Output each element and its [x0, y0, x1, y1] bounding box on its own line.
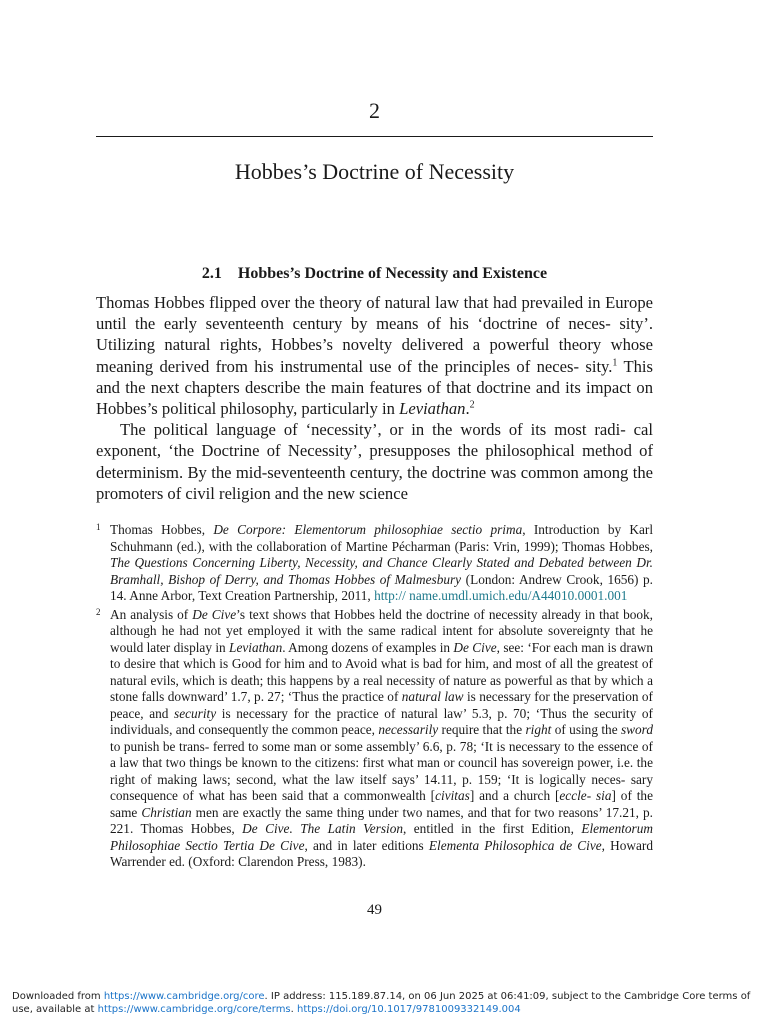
download-notice-text: Downloaded from — [12, 991, 104, 1002]
footnote-2-italic: De Cive — [453, 639, 497, 655]
footnote-1-italic: The Questions Concerning Liberty, Necessity, and Chance Clearly Stated and Debated between Dr. Bramhall, Bishop of Derry, and Thomas Hobbes of Malmesbury — [110, 555, 653, 587]
footnote-2-text: men are exactly the same thing under two names, and that for two reasons’ 17.21, p. 221. Thomas Hobbes, — [110, 804, 653, 836]
page-number: 49 — [367, 902, 382, 918]
chapter-title: Hobbes’s Doctrine of Necessity — [234, 159, 515, 184]
body-text — [96, 292, 653, 504]
section-title: Hobbes’s Doctrine of Necessity and Existence — [237, 265, 548, 282]
footnote-1-link[interactable]: http:// name.umdl.umich.edu/A44010.0001.001 — [374, 588, 628, 603]
footnote-2-italic: civitas — [435, 788, 470, 803]
footnote-2-italic: Leviathan — [229, 639, 283, 655]
download-notice-text: . IP address: 115.189.87.14, on 06 Jun 2025 at 06:41:09, subject to the Cambridge Core terms of use, available at — [12, 991, 751, 1015]
paragraph-1-italic: Leviathan — [399, 399, 466, 419]
chapter-number: 2 — [369, 98, 380, 123]
footnote-2-italic: necessarily — [378, 722, 439, 737]
footnote-1-text: (London: Andrew Crook, 1656) p. 14. Anne Arbor, Text Creation Partnership, 2011, — [110, 571, 653, 603]
doi-link[interactable]: https://doi.org/10.1017/9781009332149.004 — [297, 1004, 521, 1015]
footnote-2-text: require that the — [438, 722, 526, 737]
chapter-rule-divider — [96, 136, 653, 137]
footnote-2-text: is necessary for the practice of natural law’ 5.3, p. 70; ‘Thus the security of individuals, and consequently the common peace, — [110, 705, 653, 737]
footnote-2-italic: Christian — [141, 804, 192, 820]
paragraph-1-text-c: . — [465, 399, 470, 419]
footnote-2-italic: Elementorum Philosophiae Sectio Tertia De Cive — [110, 821, 653, 853]
footnote-2-mark: 2 — [96, 606, 101, 617]
footnote-1-italic: De Corpore: Elementorum philosophiae sectio prima — [213, 522, 523, 537]
footnote-2-text: , and in later editions — [304, 837, 429, 853]
paragraph-1-text-a: Thomas Hobbes flipped over the theory of natural law that had prevailed in Europe until the early seventeenth century by means of his ‘doctrine of neces- sity’. Utilizing natural rights, Hobbes’s novelty delivered a powerful theory whose meaning derived from his instrumental use of the principles of neces- sity. — [96, 293, 653, 376]
footnote-1 — [96, 522, 653, 605]
footnote-2-text: . Among dozens of examples in — [282, 639, 454, 655]
footnote-ref-2[interactable]: 2 — [469, 399, 475, 411]
footnote-2-italic: eccle- sia — [559, 788, 612, 803]
footnote-2-italic: security — [174, 705, 217, 721]
footnote-2-text: ] of the same — [110, 788, 653, 820]
footnote-2-text: is necessary for the preservation of peace, and — [110, 689, 653, 721]
footnote-1-mark: 1 — [96, 522, 101, 532]
footnote-1-text: Thomas Hobbes, — [110, 522, 214, 537]
footnotes — [96, 522, 653, 873]
footnote-2 — [96, 607, 653, 871]
footnote-2-italic: De Cive — [192, 606, 237, 622]
download-notice-text: . — [290, 1004, 298, 1015]
footnote-2-text: ’s text shows that Hobbes held the doctrine of necessity already in that book, although he had not yet employed it with the same radical intent for absolute sovereignty that he would later display in — [110, 606, 654, 655]
cambridge-terms-link[interactable]: https://www.cambridge.org/core/terms — [97, 1004, 291, 1015]
section-number: 2.1 — [201, 265, 222, 282]
footnote-ref-1[interactable]: 1 — [612, 357, 618, 369]
footnote-2-text: , entitled in the first Edition, — [403, 821, 582, 836]
paragraph-2: The political language of ‘necessity’, or in the words of its most radi- cal exponent, ‘the Doctrine of Necessity’, presupposes the philosophical method of determinism. By the mid-seventeenth century, the doctrine was common among the promoters of civil religion and the new science — [96, 420, 653, 503]
footnote-1-text: , Introduction by Karl Schuhmann (ed.), with the collaboration of Martine Pécharman (Paris: Vrin, 1999); Thomas Hobbes, — [110, 522, 654, 554]
footnote-2-italic: sword — [620, 722, 653, 737]
footnote-2-text: , see: ‘For each man is drawn to desire that which is Good for him and to Avoid what is bad for him, and most of all the greatest of natural evils, which is death; this happens by a real necessity of nature as powerful as that by which a stone falls downward’ 1.7, p. 27; ‘Thus the practice of — [110, 639, 654, 704]
paragraph-1-text-b: This and the next chapters describe the main features of that doctrine and its impact on Hobbes’s political philosophy, particularly in — [96, 356, 653, 419]
footnote-2-italic: right — [525, 722, 552, 737]
footnote-2-italic: natural law — [401, 689, 464, 704]
footnote-2-text: of using the — [551, 722, 621, 737]
footnote-2-text: , Howard Warrender ed. (Oxford: Clarendon Press, 1983). — [110, 837, 653, 869]
download-notice — [12, 990, 756, 1016]
footnote-2-text: to punish be trans- ferred to some man or some assembly’ 6.6, p. 78; ‘It is necessary to the essence of a law that two things be known to the citizens: first what man or council has sovereign power, i.e. the right of making laws; second, what the law itself says’ 14.11, p. 159; ‘It is logically neces- sary consequence of what has been said that a commonwealth [ — [110, 738, 653, 803]
footnote-2-italic: Elementa Philosophica de Cive — [428, 837, 602, 853]
section-heading — [96, 264, 653, 284]
footnote-2-text: An analysis of — [110, 606, 193, 622]
footnote-2-text: ] and a church [ — [469, 788, 560, 803]
footnote-2-italic: De Cive. The Latin Version — [242, 821, 404, 836]
cambridge-core-link[interactable]: https://www.cambridge.org/core — [103, 991, 265, 1002]
paragraph-1 — [96, 292, 653, 419]
